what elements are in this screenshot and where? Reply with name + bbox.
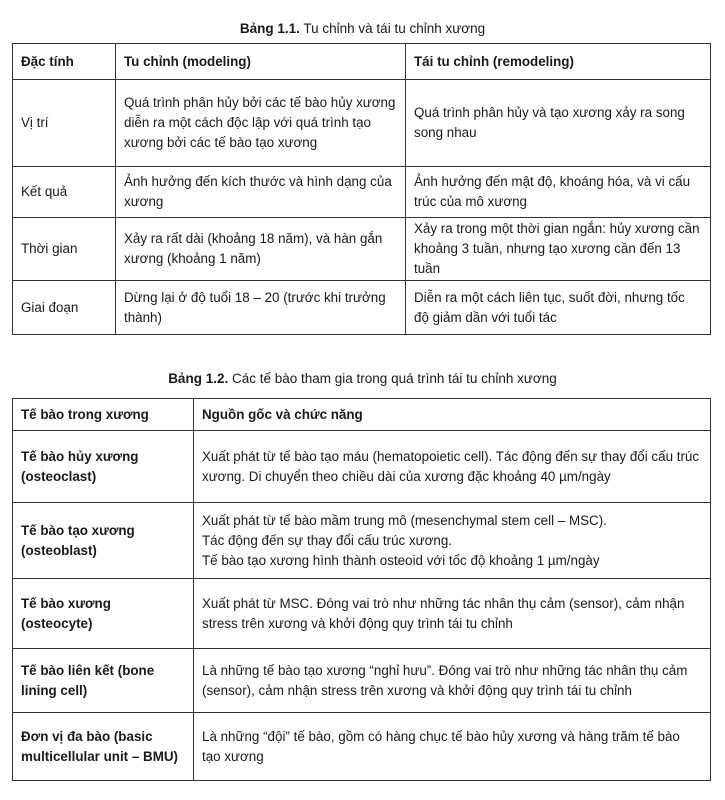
row-modeling: Ảnh hưởng đến kích thước và hình dạng của xương (116, 167, 406, 218)
table1-caption-text: Tu chỉnh và tái tu chỉnh xương (299, 21, 486, 36)
table-row (13, 218, 711, 281)
bone-cells-table (12, 398, 711, 781)
row-remodeling: Xảy ra trong một thời gian ngắn: hủy xương cần khoảng 3 tuần, nhưng tạo xương cần đến 13 tuần (406, 218, 711, 281)
table-row (13, 579, 711, 649)
row-property: Kết quả (13, 167, 116, 218)
description-line: Xuất phát từ tế bào tạo máu (hematopoietic cell). Tác động đến sự thay đổi cấu trúc xương. Di chuyển theo chiều dài của xương đặc khoảng 40 µm/ngày (202, 448, 700, 484)
table-row (13, 281, 711, 335)
description-line: Là những “đội” tế bào, gồm có hàng chục tế bào hủy xương và hàng trăm tế bào tạo xương (202, 728, 680, 764)
table1-caption (0, 21, 725, 36)
description-line: Tế bào tạo xương hình thành osteoid với tốc độ khoảng 1 µm/ngày (202, 552, 600, 568)
table2-caption (0, 371, 725, 386)
table-row (13, 431, 711, 503)
row-property: Vị trí (13, 80, 116, 167)
row-property: Thời gian (13, 218, 116, 281)
cell-name: Tế bào tạo xương (osteoblast) (13, 503, 194, 579)
description-line: Xuất phát từ MSC. Đóng vai trò như những tác nhân thụ cảm (sensor), cảm nhận stress trên xương và khởi động quy trình tái tu chỉnh (202, 595, 685, 631)
description-line: Xuất phát từ tế bào mầm trung mô (mesenchymal stem cell – MSC). (202, 512, 607, 528)
cell-description (194, 713, 711, 781)
description-line: Là những tế bào tạo xương “nghỉ hưu”. Đóng vai trò như những tác nhân thụ cảm (sensor), cảm nhận stress trên xương và khởi động quy trình tái tu chỉnh (202, 662, 688, 698)
table-row (13, 80, 711, 167)
table1-caption-label: Bảng 1.1. (239, 21, 300, 36)
table2-caption-text: Các tế bào tham gia trong quá trình tái tu chỉnh xương (228, 371, 557, 386)
header-property: Đặc tính (13, 44, 116, 80)
table-row (13, 503, 711, 579)
cell-description (194, 579, 711, 649)
row-modeling: Xảy ra rất dài (khoảng 18 năm), và hàn gắn xương (khoảng 1 năm) (116, 218, 406, 281)
table-row (13, 167, 711, 218)
table-row (13, 713, 711, 781)
description-line: Tác động đến sự thay đổi cấu trúc xương. (202, 532, 453, 548)
table-header-row (13, 399, 711, 431)
row-remodeling: Diễn ra một cách liên tục, suốt đời, nhưng tốc độ giảm dần với tuổi tác (406, 281, 711, 335)
row-remodeling: Ảnh hưởng đến mật độ, khoáng hóa, và vi cấu trúc của mô xương (406, 167, 711, 218)
cell-description (194, 431, 711, 503)
cell-name: Tế bào xương (osteocyte) (13, 579, 194, 649)
header-modeling: Tu chỉnh (modeling) (116, 44, 406, 80)
cell-description (194, 649, 711, 713)
modeling-remodeling-table (12, 43, 711, 335)
row-remodeling: Quá trình phân hủy và tạo xương xảy ra song song nhau (406, 80, 711, 167)
cell-name: Tế bào hủy xương (osteoclast) (13, 431, 194, 503)
header-origin-function: Nguồn gốc và chức năng (194, 399, 711, 431)
cell-description (194, 503, 711, 579)
table-row (13, 649, 711, 713)
row-modeling: Dừng lại ở độ tuổi 18 – 20 (trước khi trưởng thành) (116, 281, 406, 335)
table-header-row (13, 44, 711, 80)
table2-caption-label: Bảng 1.2. (168, 371, 229, 386)
cell-name: Tế bào liên kết (bone lining cell) (13, 649, 194, 713)
header-cell-type: Tế bào trong xương (13, 399, 194, 431)
cell-name: Đơn vị đa bào (basic multicellular unit – BMU) (13, 713, 194, 781)
row-property: Giai đoạn (13, 281, 116, 335)
header-remodeling: Tái tu chỉnh (remodeling) (406, 44, 711, 80)
row-modeling: Quá trình phân hủy bởi các tế bào hủy xương diễn ra một cách độc lập với quá trình tạo xương bởi các tế bào tạo xương (116, 80, 406, 167)
